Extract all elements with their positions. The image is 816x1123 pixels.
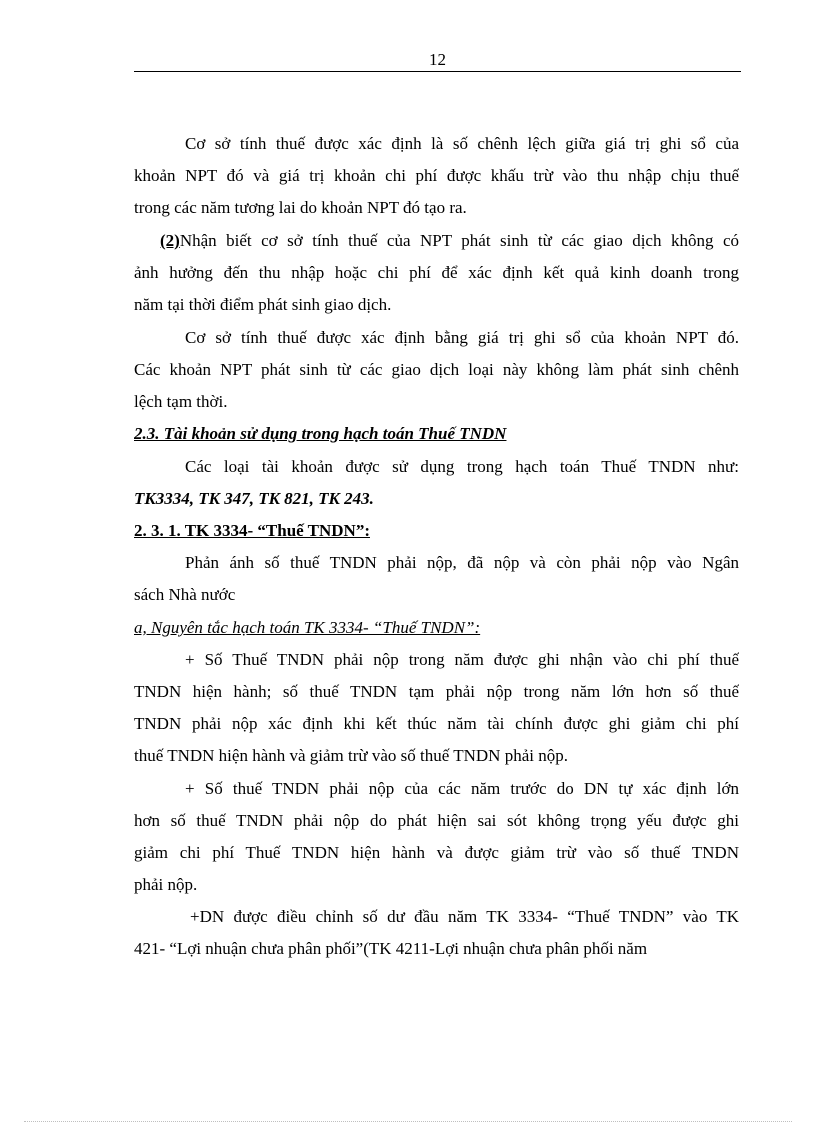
subsection-heading: 2. 3. 1. TK 3334- “Thuế TNDN”: (134, 521, 370, 540)
text-line: TNDN phải nộp xác định khi kết thúc năm tài chính được ghi giảm chi phí (134, 714, 739, 733)
text-line: sách Nhà nước (134, 585, 236, 604)
text-line: hơn số thuế TNDN phải nộp do phát hiện sai sót không trọng yếu được ghi (134, 811, 739, 830)
account-list: TK3334, TK 347, TK 821, TK 243. (134, 489, 374, 508)
text-line: Cơ sở tính thuế được xác định là số chênh lệch giữa giá trị ghi sổ của (185, 134, 739, 153)
text-line: trong các năm tương lai do khoản NPT đó tạo ra. (134, 198, 467, 217)
text-line: Cơ sở tính thuế được xác định bằng giá trị ghi sổ của khoản NPT đó. (185, 328, 739, 347)
item-number: (2) (160, 231, 180, 250)
text-line (160, 230, 739, 252)
text-line: ảnh hưởng đến thu nhập hoặc chi phí để xác định kết quả kinh doanh trong (134, 263, 739, 282)
text-line: Các khoản NPT phát sinh từ các giao dịch loại này không làm phát sinh chênh (134, 360, 739, 379)
item-text: Nhận biết cơ sở tính thuế của NPT phát sinh từ các giao dịch không có (179, 231, 739, 250)
text-line: + Số thuế TNDN phải nộp của các năm trước do DN tự xác định lớn (185, 779, 739, 798)
text-line: Phản ánh số thuế TNDN phải nộp, đã nộp và còn phải nộp vào Ngân (185, 553, 739, 572)
subheading-italic: a, Nguyên tắc hạch toán TK 3334- “Thuế TNDN”: (134, 618, 481, 637)
page-number: 12 (429, 50, 446, 69)
text-line: lệch tạm thời. (134, 392, 228, 411)
text-line: khoản NPT đó và giá trị khoản chi phí được khấu trừ vào thu nhập chịu thuế (134, 166, 739, 185)
text-line: TNDN hiện hành; số thuế TNDN tạm phải nộp trong năm lớn hơn số thuế (134, 682, 739, 701)
text-line: năm tại thời điểm phát sinh giao dịch. (134, 295, 392, 314)
footer-dotted-rule (24, 1121, 792, 1122)
header-rule (134, 71, 741, 72)
text-line: giảm chi phí Thuế TNDN hiện hành và được giảm trừ vào số thuế TNDN (134, 843, 739, 862)
text-line: + Số Thuế TNDN phải nộp trong năm được ghi nhận vào chi phí thuế (185, 650, 739, 669)
text-line: phải nộp. (134, 875, 198, 894)
text-line: thuế TNDN hiện hành và giảm trừ vào số thuế TNDN phải nộp. (134, 746, 568, 765)
text-line: Các loại tài khoản được sử dụng trong hạch toán Thuế TNDN như: (185, 457, 739, 476)
text-line: +DN được điều chỉnh số dư đầu năm TK 3334- “Thuế TNDN” vào TK (190, 907, 739, 926)
text-line: 421- “Lợi nhuận chưa phân phối”(TK 4211-Lợi nhuận chưa phân phối năm (134, 939, 648, 958)
section-heading: 2.3. Tài khoản sử dụng trong hạch toán Thuế TNDN (134, 424, 507, 443)
